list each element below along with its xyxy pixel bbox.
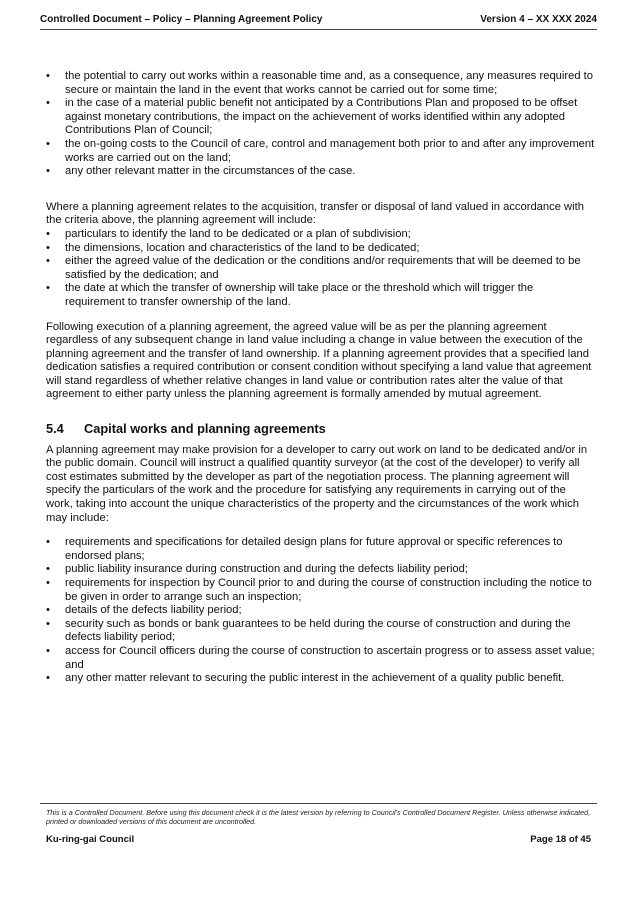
bullet-list-considerations — [46, 70, 595, 179]
list-item: • either the agreed value of the dedication or the conditions and/or requirements that will be deemed to be satisfied by the dedication; and — [46, 255, 595, 282]
section-heading — [46, 422, 595, 436]
list-item: • any other matter relevant to securing the public interest in the achievement of a quality public benefit. — [46, 672, 595, 686]
header-document-title: Controlled Document – Policy – Planning Agreement Policy — [40, 14, 323, 25]
list-item: • any other relevant matter in the circumstances of the case. — [46, 165, 595, 179]
list-item: • security such as bonds or bank guarantees to be held during the course of construction and during the defects liability period; — [46, 618, 595, 645]
footer-organisation: Ku-ring-gai Council — [46, 834, 135, 845]
list-item: • details of the defects liability period; — [46, 604, 595, 618]
list-item: • the on-going costs to the Council of care, control and management both prior to and after any improvement works are carried out on the land; — [46, 138, 595, 165]
paragraph-land-dedication-intro: Where a planning agreement relates to the acquisition, transfer or disposal of land valued in accordance with the criteria above, the planning agreement will include: — [46, 200, 584, 227]
section-title: Capital works and planning agreements — [84, 421, 326, 437]
document-body — [46, 70, 595, 686]
list-item: • the date at which the transfer of ownership will take place or the threshold which will trigger the requirement to transfer ownership of the land. — [46, 282, 595, 309]
page-header — [40, 14, 597, 30]
header-version: Version 4 – XX XXX 2024 — [480, 14, 597, 25]
list-item: • in the case of a material public benefit not anticipated by a Contributions Plan and proposed to be offset against monetary contributions, the impact on the achievement of works identified within any adopted Contributions Plan of Council; — [46, 97, 595, 138]
bullet-list-land-dedication — [46, 228, 595, 310]
paragraph-agreed-value: Following execution of a planning agreement, the agreed value will be as per the planning agreement regardless of any subsequent change in land value including a change in value between the execution of the planning agreement and the transfer of land ownership. If a planning agreement provides that a specified land dedication satisfies a required contribution or consent condition without specifying a land value that agreement will stand regardless of whether relative changes in land value or contribution rates alter the value of that agreement to either party unless the planning agreement is formally amended by mutual agreement. — [46, 320, 592, 401]
list-item: • requirements and specifications for detailed design plans for future approval or specific references to endorsed plans; — [46, 536, 595, 563]
list-item: • particulars to identify the land to be dedicated or a plan of subdivision; — [46, 228, 595, 242]
list-item: • the dimensions, location and characteristics of the land to be dedicated; — [46, 242, 595, 256]
list-item: • public liability insurance during construction and during the defects liability period; — [46, 563, 595, 577]
footer-disclaimer: This is a Controlled Document. Before using this document check it is the latest version by referring to Council’s Controlled Document Register. Unless otherwise indicated, printed or downloaded versions of this document are uncontrolled. — [46, 808, 591, 826]
list-item: • access for Council officers during the course of construction to ascertain progress or to assess asset value; and — [46, 645, 595, 672]
bullet-list-capital-works — [46, 536, 595, 686]
section-number: 5.4 — [46, 421, 64, 437]
footer-divider — [40, 803, 597, 804]
page-number: Page 18 of 45 — [530, 834, 591, 845]
list-item: • the potential to carry out works within a reasonable time and, as a consequence, any measures required to secure or maintain the land in the event that works cannot be carried out for some time; — [46, 70, 595, 97]
list-item: • requirements for inspection by Council prior to and during the course of construction including the notice to be given in order to arrange such an inspection; — [46, 577, 595, 604]
page-footer — [46, 834, 591, 845]
paragraph-capital-works: A planning agreement may make provision for a developer to carry out work on land to be dedicated and/or in the public domain. Council will instruct a qualified quantity surveyor (at the cost of the developer) to verify all cost estimates submitted by the developer as part of the negotiation process. The planning agreement will specify the particulars of the work and the procedure for satisfying any requirements in carrying out of the work, taking into account the unique characteristics of the property and the circumstances of the work which may include: — [46, 443, 588, 524]
